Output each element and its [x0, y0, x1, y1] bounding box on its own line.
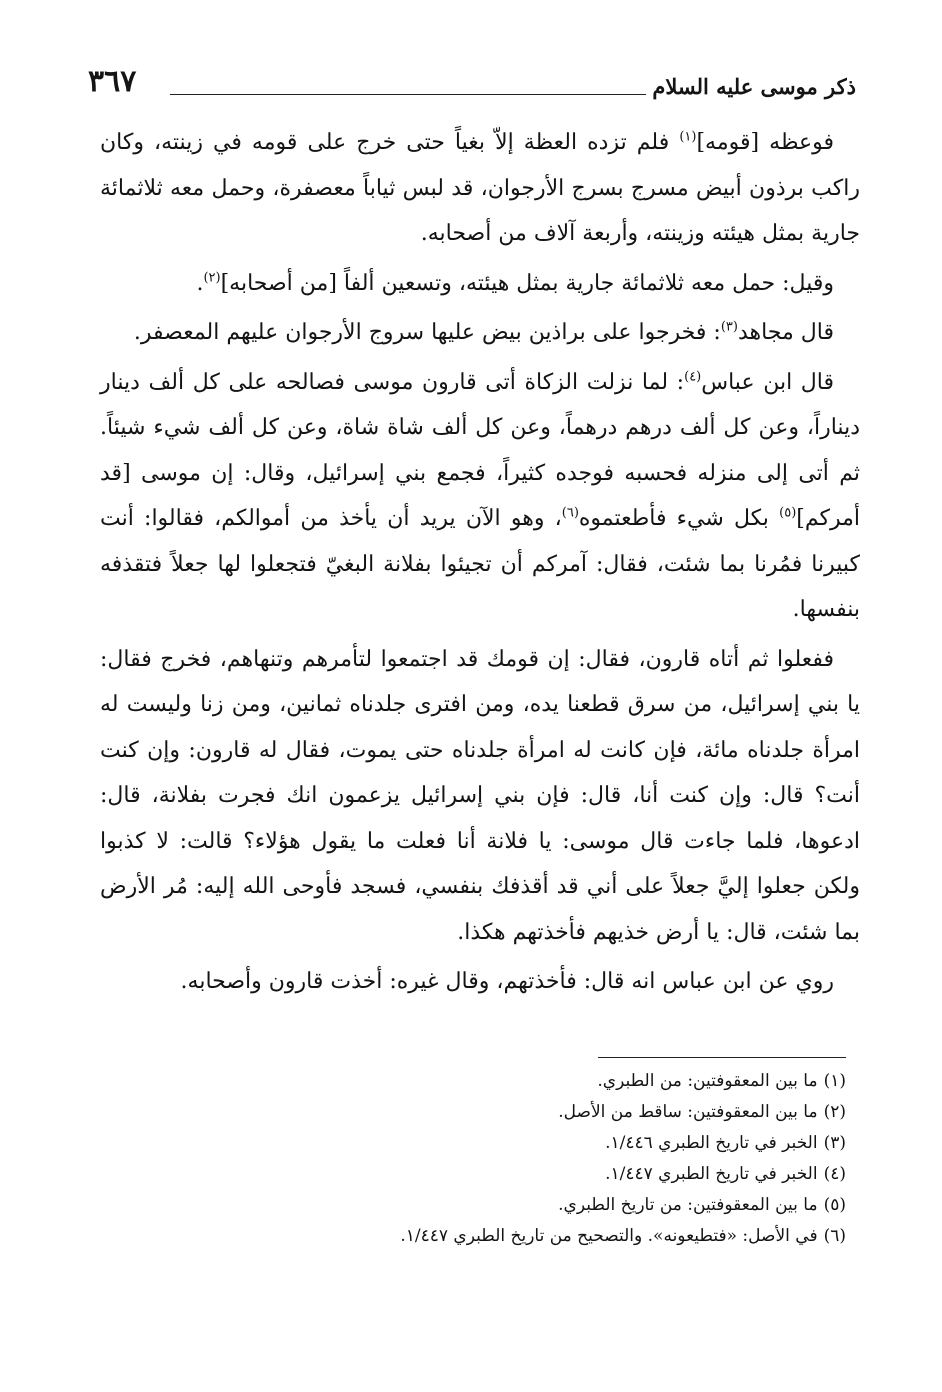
footnote-text: ما بين المعقوفتين: من الطبري.	[597, 1071, 818, 1091]
footnote-marker: (٢)	[203, 270, 221, 286]
text-run: فوعظه [قومه]	[696, 130, 834, 155]
text-run: : فخرجوا على براذين بيض عليها سروج الأرجوان عليهم المعصفر.	[133, 320, 721, 345]
header-rule	[170, 94, 646, 95]
paragraph	[100, 360, 860, 633]
footnote-text: ما بين المعقوفتين: من تاريخ الطبري.	[558, 1195, 818, 1215]
text-run: : لما نزلت الزكاة أتى قارون موسى فصالحه على كل ألف دينار ديناراً، وعن كل ألف درهم درهماً، وعن كل ألف شاة شاة، وعن كل ألف شيء شيئاً. ثم أتى إلى منزله فحسبه فوجده كثيراً، فجمع بني إسرائيل، وقال: إن موسى [قد أمركم]	[100, 369, 860, 531]
footnote-marker: (١)	[679, 129, 697, 145]
text-run: .	[196, 270, 204, 296]
paragraph	[100, 120, 860, 257]
text-run: روي عن ابن عباس انه قال: فأخذتهم، وقال غيره: أخذت قارون وأصحابه.	[180, 969, 834, 994]
footnote-separator	[598, 1057, 846, 1058]
text-run: وقيل: حمل معه ثلاثمائة جارية بمثل هيئته، وتسعين ألفاً [من أصحابه]	[220, 270, 834, 296]
footnote-marker: (٥)	[779, 505, 797, 521]
footnote-number: (٤)	[823, 1164, 846, 1184]
footnote-text: في الأصل: «فتطيعونه». والتصحيح من تاريخ الطبري ١/٤٤٧.	[400, 1226, 818, 1246]
footnote	[226, 1128, 846, 1159]
page-number: ٣٦٧	[88, 64, 137, 99]
footnote	[226, 1159, 846, 1190]
text-run: فلم تزده العظة إلاّ بغياً حتى خرج على قومه في زينته، وكان راكب برذون أبيض مسرج بسرج الأرجوان، قد لبس ثياباً معصفرة، وحمل معه ثلاثمائة جارية بمثل هيئته وزينته، وأربعة آلاف من أصحابه.	[100, 130, 860, 246]
footnote-text: الخبر في تاريخ الطبري ١/٤٤٧.	[605, 1164, 818, 1184]
footnote-marker: (٦)	[561, 505, 579, 521]
footnotes	[226, 1066, 846, 1252]
text-run: ففعلوا ثم أتاه قارون، فقال: إن قومك قد اجتمعوا لتأمرهم وتنهاهم، فخرج فقال: يا بني إسرائيل، من سرق قطعنا يده، ومن افترى جلدناه ثمانين، ومن زنا وليست له امرأة جلدناه مائة، فإن كانت له امرأة جلدناه حتى يموت، فقال له قارون: وإن كنت أنت؟ قال: وإن كنت أنا، قال: فإن بني إسرائيل يزعمون انك فجرت بفلانة، قال: ادعوها، فلما جاءت قال موسى: يا فلانة أنا فعلت ما يقول هؤلاء؟ قالت: لا كذبوا ولكن جعلوا إليَّ جعلاً على أني قد أقذفك بنفسي، فسجد فأوحى الله إليه: مُر الأرض بما شئت، قال: يا أرض خذيهم فأخذتهم هكذا.	[100, 646, 860, 945]
text-run: قال ابن عباس	[701, 369, 835, 395]
paragraph	[100, 959, 860, 1005]
footnote-marker: (٤)	[684, 369, 702, 385]
paragraph	[100, 637, 860, 956]
running-header	[88, 60, 856, 104]
footnote-number: (٢)	[823, 1102, 846, 1122]
chapter-title: ذكر موسى عليه السلام	[652, 74, 856, 99]
main-text	[100, 120, 860, 1005]
footnote-number: (٦)	[823, 1226, 846, 1246]
footnote	[226, 1066, 846, 1097]
footnote-marker: (٣)	[720, 319, 738, 335]
footnote-number: (٣)	[823, 1133, 846, 1153]
footnote-number: (١)	[823, 1071, 846, 1091]
footnote-number: (٥)	[823, 1195, 846, 1215]
text-run: بكل شيء فأطعتموه	[578, 506, 780, 531]
text-run: ، وهو الآن يريد أن يأخذ من أموالكم، فقالوا: أنت كبيرنا فمُرنا بما شئت، فقال: آمركم أن تجيئوا بفلانة البغيّ فتجعلوا لها جعلاً فتقذفه بنفسها.	[100, 506, 860, 622]
text-run: قال مجاهد	[737, 320, 834, 345]
paragraph	[100, 261, 860, 307]
footnote-text: ما بين المعقوفتين: ساقط من الأصل.	[558, 1102, 818, 1122]
paragraph	[100, 310, 860, 356]
footnote	[226, 1221, 846, 1252]
footnote	[226, 1097, 846, 1128]
footnote-text: الخبر في تاريخ الطبري ١/٤٤٦.	[605, 1133, 818, 1153]
footnote	[226, 1190, 846, 1221]
